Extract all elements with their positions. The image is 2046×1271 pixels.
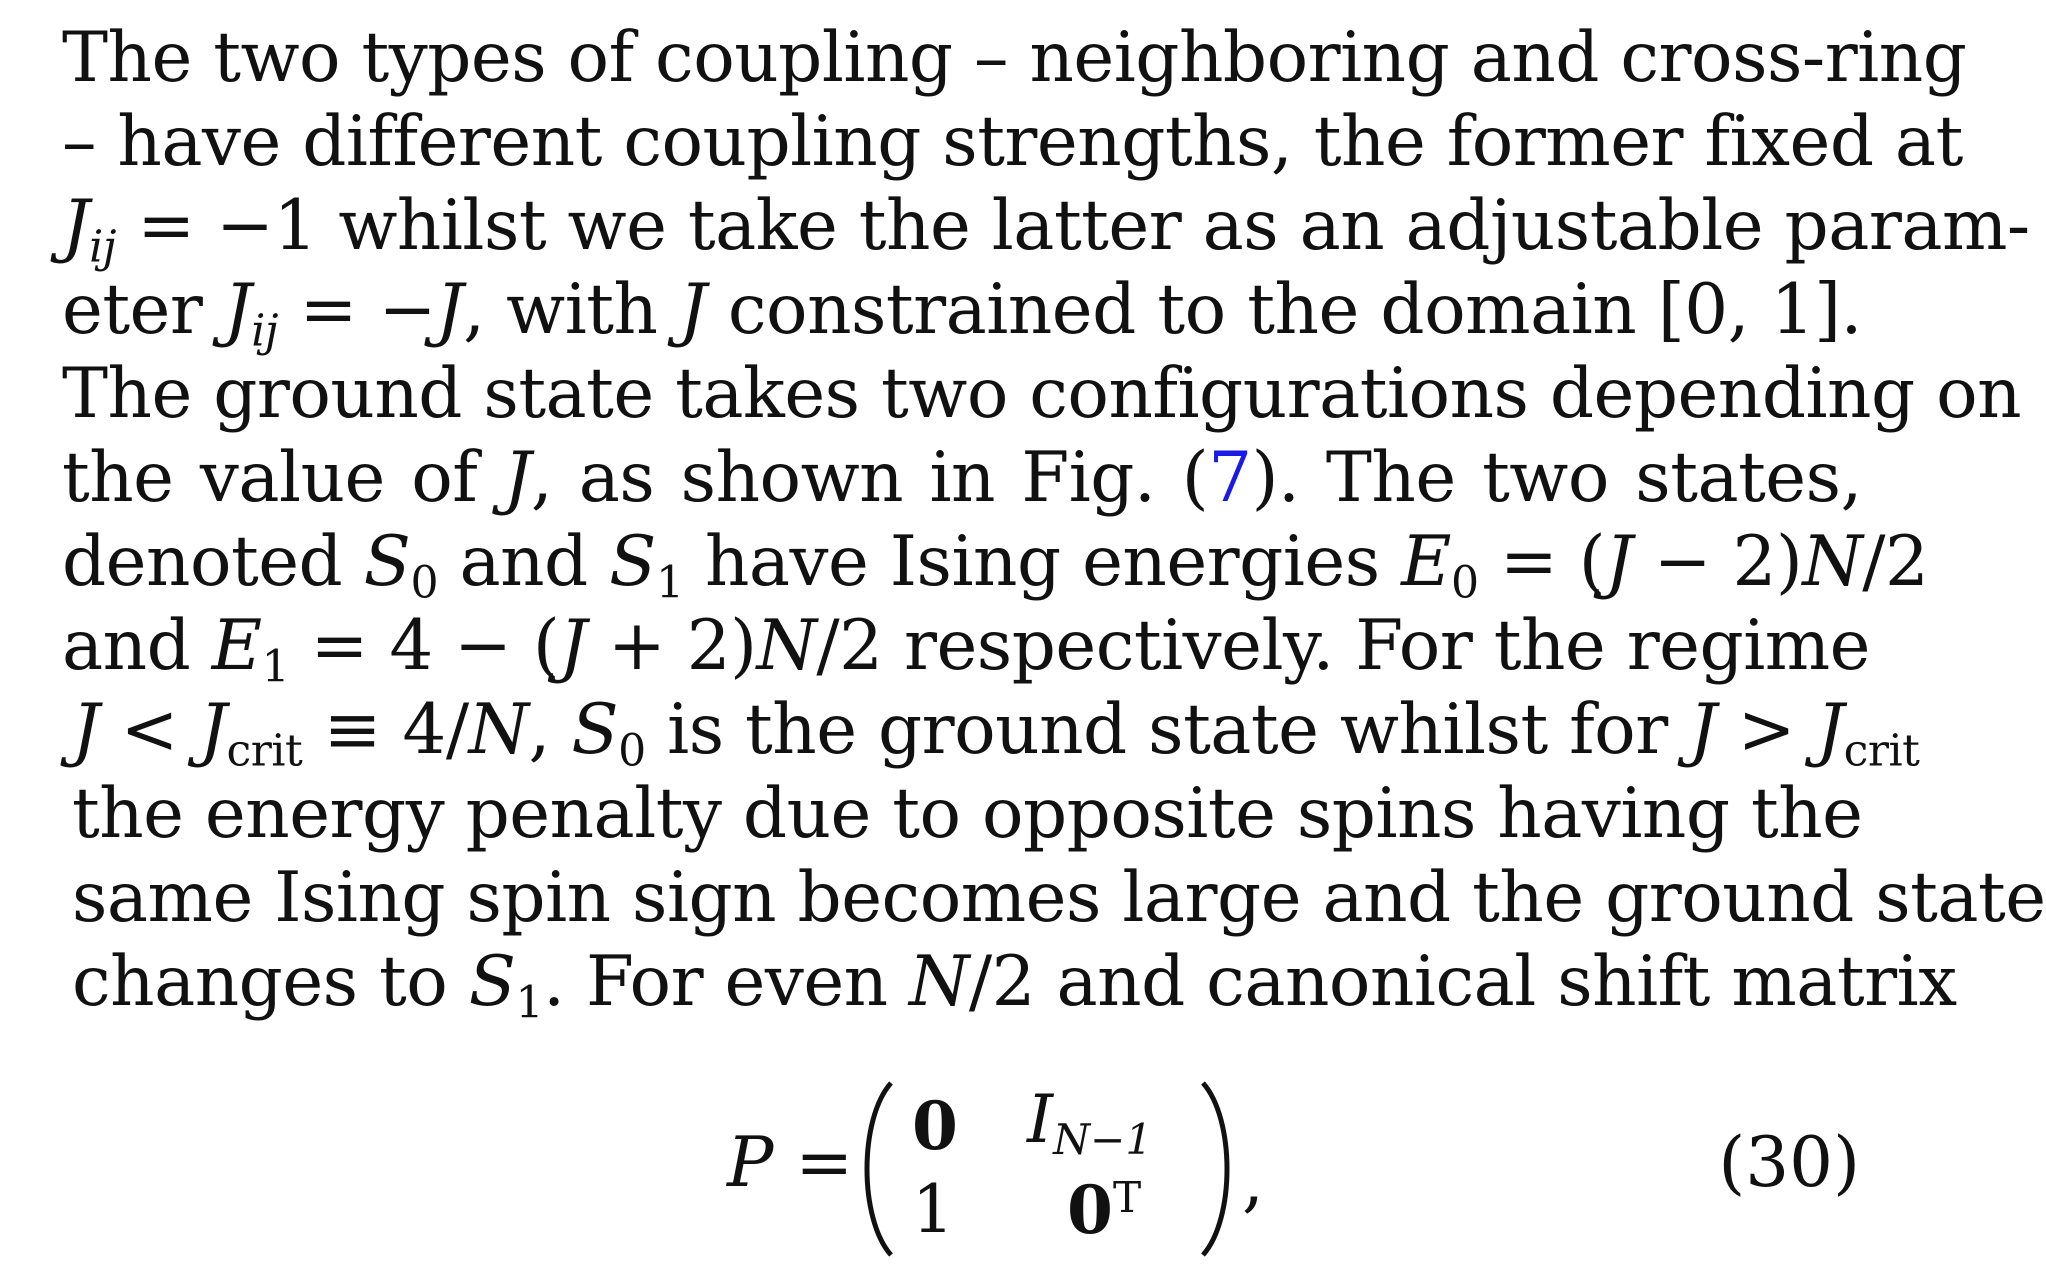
text-line-12: changes to $S_1$. For even N/2 and canonical shift matrix [72,942,1957,1029]
matrix-cell-1-2: $I_{N-1}$ [1027,1081,1153,1164]
text-line-6: the value of J, as shown in Fig. (7). The two states, [62,438,1862,518]
text-line-3: $J_{ij} = -1$ whilst we take the latter as an adjustable param- [62,186,2030,273]
text-line-10: the energy penalty due to opposite spins having the [72,774,1863,854]
text-line-4: eter $J_{ij} = -J$, with J constrained to the domain [0, 1]. [62,270,1862,357]
text-line-7: denoted $S_0$ and $S_1$ have Ising energies $E_0 = (J - 2)N/2$ [62,522,1929,609]
matrix-cell-2-2: $0^T$ [1067,1171,1142,1249]
text-line-1: The two types of coupling – neighboring and cross-ring [62,18,1967,98]
left-parenthesis [857,1079,897,1259]
equation-30 [62,1071,1862,1271]
body-paragraph [62,16,2046,1029]
right-parenthesis [1197,1079,1237,1259]
equation-lhs: P = [727,1123,854,1203]
paper-page [62,16,2046,1249]
figure-reference-link[interactable]: 7 [1208,438,1252,518]
matrix-cell-1-1: 0 [912,1087,958,1165]
equation-number: (30) [1718,1123,1860,1203]
matrix-cell-2-1: 1 [912,1171,954,1248]
text-line-9: $J < J_{crit} \equiv 4/N$, $S_0$ is the ground state whilst for $J > J_{crit}$ [72,690,1920,777]
text-line-11: same Ising spin sign becomes large and the ground state [72,858,2046,938]
text-line-5: The ground state takes two configurations depending on [62,354,2022,434]
text-line-2: – have different coupling strengths, the former fixed at [62,102,1963,182]
equation-comma: , [1242,1141,1264,1221]
text-line-8: and $E_1 = 4 - (J + 2)N/2$ respectively. For the regime [62,606,1871,693]
shift-matrix [857,1079,1237,1259]
